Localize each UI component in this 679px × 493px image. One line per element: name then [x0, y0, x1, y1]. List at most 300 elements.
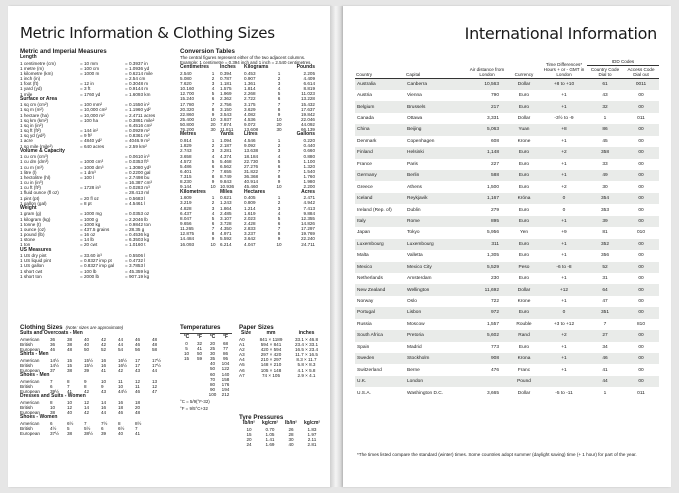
cell: 4: [211, 153, 215, 159]
table-cell: Moscow: [407, 321, 425, 327]
cell: 1 sq in (in²): [20, 122, 43, 128]
table-cell: 00: [623, 101, 659, 112]
cell: 1 short ton: [20, 273, 42, 279]
cell: 45.460: [244, 184, 259, 190]
table-row: [355, 124, 659, 135]
cell: 6: [211, 163, 215, 169]
cell: 58: [152, 346, 158, 352]
cell: = 1000 g: [80, 216, 99, 222]
table-cell: Ireland (Rep. of): [357, 207, 392, 213]
cell: 18.184: [244, 153, 259, 159]
cell: 7: [277, 101, 281, 107]
cell: British: [20, 404, 33, 410]
cell: 12.700: [180, 91, 195, 97]
conversion-heading: Conversion Tables: [180, 48, 235, 55]
table-row: [355, 319, 659, 330]
cell: 4½: [50, 426, 57, 431]
cell: 11.811: [220, 127, 234, 133]
section-heading: Length: [20, 54, 37, 60]
table-cell: 279: [490, 207, 499, 213]
cell: = 2.2046 lb: [125, 216, 148, 222]
cell: = 1728 in³: [80, 185, 101, 191]
cell: 5.8 × 8.3: [297, 362, 316, 368]
cell: 15: [67, 362, 73, 368]
cell: 2.743: [180, 148, 192, 154]
cell: = 0.0610 in³: [125, 154, 150, 160]
cell: 3: [211, 148, 215, 154]
cell: British: [20, 426, 33, 431]
footnote: *The times listed compare the standard (winter) times. Some countries adopt summer (daylight saving) time (+ 1 hour) for part of the year.: [357, 452, 637, 457]
table-row: [355, 342, 659, 353]
clothing-sizes-section: [20, 324, 175, 436]
table-row: [355, 239, 659, 250]
cell: 2.540: [180, 70, 192, 76]
table-cell: +2: [541, 147, 587, 158]
section-heading: Surface or Area: [20, 95, 58, 102]
cell: 17: [135, 357, 141, 363]
cell: 0.787: [220, 75, 232, 81]
cell: 1 sq mile (mile²): [20, 143, 53, 149]
cell: 1 sq km (km²): [20, 117, 49, 123]
cell: 6.214: [220, 241, 232, 247]
cell: 14.484: [180, 236, 195, 242]
cell: 8: [211, 106, 215, 112]
cell: 4.1 × 5.8: [297, 367, 316, 373]
international-table: [355, 58, 659, 399]
cell: 8.230: [180, 179, 192, 185]
cell: A7: [239, 372, 245, 378]
cell: = 1000 m: [80, 70, 100, 76]
cell: 1 pint (pt): [20, 195, 40, 201]
cell: 1 metre (m): [20, 65, 44, 71]
table-row: [355, 79, 659, 90]
clothing-note: (Note: sizes are approximate): [65, 325, 124, 330]
cell: 9: [211, 236, 215, 242]
cell: 13.638: [244, 148, 259, 154]
cell: 5: [277, 215, 281, 221]
table-cell: 5,602: [467, 330, 507, 341]
cell: 1 tonne (t): [20, 221, 41, 227]
cell: 5: [211, 91, 215, 97]
cell: 50: [196, 350, 203, 356]
cell: [193, 392, 206, 397]
cell: 5: [67, 426, 70, 431]
cell: 77: [222, 345, 229, 351]
cell: 1: [277, 70, 281, 76]
cell: 10: [67, 399, 73, 405]
cell: 52: [101, 346, 107, 352]
table-cell: +1: [561, 276, 567, 282]
table-cell: 1,148: [467, 147, 507, 158]
conversion-header: Inches: [220, 64, 236, 70]
cell: 194: [221, 387, 230, 392]
cell: 40.914: [244, 179, 259, 185]
cell: = 20 fl oz: [80, 195, 99, 201]
temperature-formula: °F = 9/5°C+32: [180, 406, 208, 412]
cell: 1 sq ft (ft²): [20, 128, 41, 134]
cell: 1.320: [303, 163, 315, 169]
cell: 158: [221, 376, 230, 382]
cell: 8: [84, 383, 87, 389]
cell: 1.814: [244, 86, 256, 92]
cell: 14: [101, 399, 107, 405]
cell: 17½: [152, 362, 161, 368]
cell: 43: [101, 389, 107, 395]
cell: 4: [277, 153, 281, 159]
cell: 2.205: [303, 70, 315, 76]
cell: 54: [118, 346, 124, 352]
cell: 46: [135, 389, 141, 395]
cell: 2.187: [220, 143, 232, 149]
page-title: Metric Information & Clothing Sizes: [20, 24, 275, 42]
cell: 0.440: [303, 143, 315, 149]
cell: 10: [210, 117, 216, 122]
table-cell: 44: [587, 376, 623, 387]
cell: 1 sq cm (cm²): [20, 102, 49, 108]
cell: 3.237: [244, 231, 256, 237]
cell: 212: [221, 392, 230, 398]
conversion-tables-column: [180, 48, 320, 247]
cell: 40: [84, 341, 90, 347]
clothing-group-heading: Suits and Overcoats - Men: [20, 330, 83, 336]
table-cell: 00: [623, 284, 659, 295]
cell: 4.536: [244, 117, 256, 122]
cell: 15: [246, 431, 252, 437]
table-cell: Greece: [357, 184, 373, 190]
section-heading: Weight: [20, 204, 37, 211]
cell: 30: [210, 127, 216, 133]
table-cell: 00: [638, 161, 644, 167]
cell: 3: [277, 148, 281, 154]
paper-header: inches: [298, 330, 315, 336]
table-cell: 1,500: [486, 184, 499, 190]
conversion-header: Gallons: [296, 131, 315, 138]
table-cell: Washington D.C.: [407, 390, 444, 396]
cell: 4.572: [180, 158, 192, 164]
cell: 0: [185, 340, 188, 346]
cell: = 907.19 kg: [125, 273, 150, 279]
cell: 12: [67, 404, 73, 410]
cell: 3.219: [180, 200, 192, 206]
cell: = 4.5461 l: [125, 200, 146, 206]
cell: = 0.8361 m²: [125, 133, 150, 139]
cell: 38: [67, 336, 73, 342]
cell: 1 cu in (in³): [20, 180, 43, 186]
cell: 1.361: [244, 80, 256, 86]
cell: 2.023: [244, 215, 256, 221]
cell: 4.082: [244, 111, 256, 117]
cell: = 1000 kg: [80, 221, 101, 227]
cell: 5.592: [220, 236, 232, 242]
cell: 3.642: [244, 236, 256, 242]
cell: 20: [210, 122, 216, 128]
cell: 1.100: [303, 158, 315, 164]
cell: 5: [185, 345, 188, 351]
table-cell: Oslo: [407, 299, 417, 305]
col-time: Time Differences* Hours + or - GMT in London: [541, 58, 587, 79]
table-cell: Berlin: [405, 170, 467, 181]
cell: = 33.60 in³: [80, 253, 102, 259]
table-row: [355, 387, 659, 398]
cell: 3: [277, 80, 281, 86]
table-cell: Reykjavik: [405, 193, 467, 204]
cell: = 144 in²: [80, 128, 99, 134]
cell: = 0.5683 l: [125, 195, 146, 201]
cell: = 0.0283 m³: [125, 185, 150, 191]
cell: = 0.3861 mile²: [125, 117, 155, 123]
cell: 1 hectare (ha): [20, 112, 49, 118]
cell: 43: [135, 367, 141, 373]
cell: 0.220: [303, 138, 315, 144]
cell: 12: [152, 383, 158, 389]
cell: 12.355: [300, 215, 315, 221]
cell: = 100 l: [80, 174, 94, 180]
cell: 1 foot (ft): [20, 81, 39, 87]
cell: 0.70: [265, 426, 275, 432]
cell: 2.471: [303, 195, 315, 201]
cell: 16: [101, 362, 107, 368]
cell: 1.864: [220, 205, 232, 211]
cell: 1 sq yd (yd²): [20, 133, 46, 139]
cell: 36.368: [244, 174, 259, 180]
cell: 1.094: [220, 138, 232, 144]
cell: A5: [239, 362, 245, 368]
table-cell: Wellington: [405, 284, 467, 295]
cell: 9.092: [244, 143, 256, 149]
cell: 1.69: [265, 442, 275, 448]
table-cell: +1: [561, 138, 567, 144]
cell: = 10,000 m²: [80, 112, 105, 118]
cell: [180, 392, 193, 397]
table-row: [355, 296, 659, 307]
conversion-header: Miles: [220, 188, 233, 195]
cell: 36: [50, 341, 56, 347]
cell: 39½: [50, 389, 59, 395]
cell: 5.486: [180, 163, 192, 169]
cell: 1 yard (yd): [20, 86, 42, 92]
cell: 24: [246, 442, 252, 448]
cell: 41: [101, 367, 107, 373]
cell: 1.41: [265, 436, 275, 442]
temperature-formula: °C = 5/9(°F-32): [180, 399, 210, 405]
cell: = 100 lb: [80, 268, 97, 274]
table-cell: 00: [638, 138, 644, 144]
table-cell: 00: [638, 184, 644, 190]
table-cell: Paris: [407, 161, 418, 167]
table-cell: New Zealand: [355, 284, 405, 295]
cell: = 100 mm²: [80, 102, 103, 108]
cell: 41: [67, 389, 73, 395]
cell: 16½: [118, 362, 127, 368]
cell: 420 × 594: [260, 346, 282, 352]
table-cell: Krone: [517, 138, 531, 144]
table-cell: Austria: [357, 93, 372, 99]
cell: 33.1 × 46.8: [294, 336, 319, 342]
cell: A3: [239, 352, 245, 358]
cell: = 10,000 cm²: [80, 107, 107, 113]
cell: 38½: [84, 431, 93, 437]
cell: 6: [277, 221, 281, 226]
temperature-header: °C: [209, 334, 216, 340]
cell: 0.907: [244, 75, 256, 81]
cell: 14½: [50, 362, 59, 368]
conversion-intro: The central figures represent either of the two adjacent columns. Example: 1 centimetre = 0.394 inch and 1 inch = 2.540 centimetres.: [180, 55, 312, 65]
table-row: [355, 181, 659, 192]
cell: [152, 431, 169, 436]
cell: 16.5 × 23.4: [294, 346, 319, 352]
paper-header: Size: [240, 330, 251, 336]
cell: A4: [239, 357, 245, 363]
cell: = 6.4516 cm²: [125, 122, 152, 128]
table-cell: 49: [587, 170, 623, 181]
table-cell: Euro: [507, 147, 541, 158]
cell: 30: [288, 436, 294, 442]
cell: 9.884: [303, 210, 315, 216]
table-cell: Canada: [357, 116, 374, 122]
cell: 39: [84, 367, 90, 373]
cell: 0.914: [180, 138, 192, 144]
cell: 1 short cwt: [20, 268, 43, 274]
cell: 4: [277, 86, 281, 92]
cell: 8.3 × 11.7: [296, 357, 317, 363]
cell: 10: [118, 383, 124, 389]
cell: 42: [101, 336, 107, 342]
temperature-header: °F: [222, 334, 229, 340]
conversion-header: Pounds: [296, 64, 315, 70]
cell: 3.107: [220, 215, 232, 221]
table-cell: Denmark: [357, 138, 377, 144]
cell: 15.240: [180, 96, 195, 102]
table-cell: Amsterdam: [407, 276, 432, 282]
cell: 2.833: [244, 226, 256, 232]
cell: 6: [277, 96, 281, 102]
cell: 11.265: [180, 226, 194, 232]
table-cell: Dollar: [507, 79, 541, 90]
cell: 20: [276, 122, 282, 128]
table-cell: Peso: [507, 262, 541, 273]
cell: 5.468: [220, 158, 232, 164]
table-cell: Euro: [507, 101, 541, 112]
cell: 1 kilogram (kg): [20, 216, 51, 222]
cell: 36: [50, 336, 56, 342]
conversion-header: Metres: [180, 131, 197, 138]
cell: = 2.4711 acres: [125, 112, 156, 118]
clothing-heading: Clothing Sizes: [20, 324, 63, 331]
cell: 9: [277, 111, 281, 117]
cell: 8: [211, 174, 215, 180]
cell: 37: [50, 367, 56, 373]
cell: 17: [135, 362, 141, 368]
cell: British: [20, 341, 33, 347]
table-row: [355, 204, 659, 215]
table-cell: -5 to -11: [555, 390, 573, 396]
cell: 4: [211, 210, 215, 216]
cell: 15½: [84, 357, 93, 363]
cell: 76.200: [180, 127, 195, 133]
temperature-header: °C: [183, 334, 190, 340]
cell: = 0.3048 m: [125, 81, 149, 87]
cell: 9: [84, 378, 87, 384]
cell: 5: [277, 158, 281, 164]
table-cell: Euro: [518, 276, 530, 282]
cell: 1.575: [220, 86, 232, 92]
table-cell: 00: [623, 193, 659, 204]
cell: 50: [209, 366, 216, 372]
metric-heading: Metric and Imperial Measures: [20, 48, 107, 55]
table-cell: 5,529: [467, 262, 507, 273]
clothing-group-heading: Shirts - Men: [20, 351, 49, 358]
table-cell: 1,557: [486, 321, 499, 327]
cell: 48: [152, 341, 158, 347]
table-cell: 311: [467, 239, 507, 250]
cell: 176: [221, 381, 230, 387]
cell: 42: [84, 389, 90, 395]
cell: 1 kilometre (km): [20, 70, 53, 76]
table-cell: 0011: [623, 79, 659, 90]
table-cell: Sweden: [355, 353, 405, 364]
cell: 100: [208, 392, 217, 398]
cell: 1: [211, 195, 215, 201]
cell: 22.730: [244, 158, 259, 164]
table-cell: +1: [561, 93, 567, 99]
cell: 6: [101, 426, 104, 431]
cell: 40: [209, 361, 216, 367]
cell: 56: [135, 346, 141, 352]
cell: European: [20, 367, 40, 373]
cell: 2: [277, 143, 281, 149]
cell: = 8 pt: [80, 200, 92, 206]
cell: 8: [50, 399, 53, 405]
table-cell: +1: [541, 216, 587, 227]
cell: 74 × 105: [261, 372, 280, 378]
cell: 2: [277, 75, 281, 81]
cell: American: [20, 399, 40, 405]
cell: = 0.8327 imp gal: [80, 263, 115, 269]
cell: 6.401: [180, 169, 192, 174]
table-cell: 86: [587, 124, 623, 135]
cell: 841 × 1189: [259, 336, 283, 342]
clothing-group-heading: Dresses and Suits - Women: [20, 393, 86, 400]
conversion-header: Centimetres: [180, 64, 209, 70]
cell: 8.749: [220, 174, 232, 180]
col-idd-access: Access Code Dial out: [623, 66, 659, 79]
table-cell: Krona: [507, 353, 541, 364]
clothing-row: [20, 431, 175, 436]
table-cell: Franc: [517, 367, 531, 373]
cell: 44: [152, 367, 158, 373]
cell: 7.874: [220, 122, 232, 128]
table-cell: Dollar: [507, 284, 541, 295]
cell: = 4046.9 m²: [125, 138, 150, 144]
table-cell: 353: [600, 207, 609, 213]
cell: 46: [118, 410, 124, 416]
cell: 6: [211, 221, 215, 226]
cell: 14.826: [300, 221, 315, 226]
cell: European: [20, 346, 40, 352]
cell: 2.200: [303, 184, 315, 190]
cell: 6.562: [220, 163, 232, 169]
cell: 17½: [152, 357, 161, 363]
cell: 140: [221, 371, 230, 377]
cell: 105 × 148: [260, 367, 282, 373]
cell: 10: [50, 404, 56, 410]
cell: = 0.0353 oz: [125, 211, 150, 217]
cell: 6: [211, 96, 215, 102]
cell: A2: [239, 346, 245, 352]
table-cell: 00: [638, 276, 644, 282]
cell: = 1.0160 t: [125, 242, 146, 248]
conversion-header: Acres: [301, 188, 315, 195]
